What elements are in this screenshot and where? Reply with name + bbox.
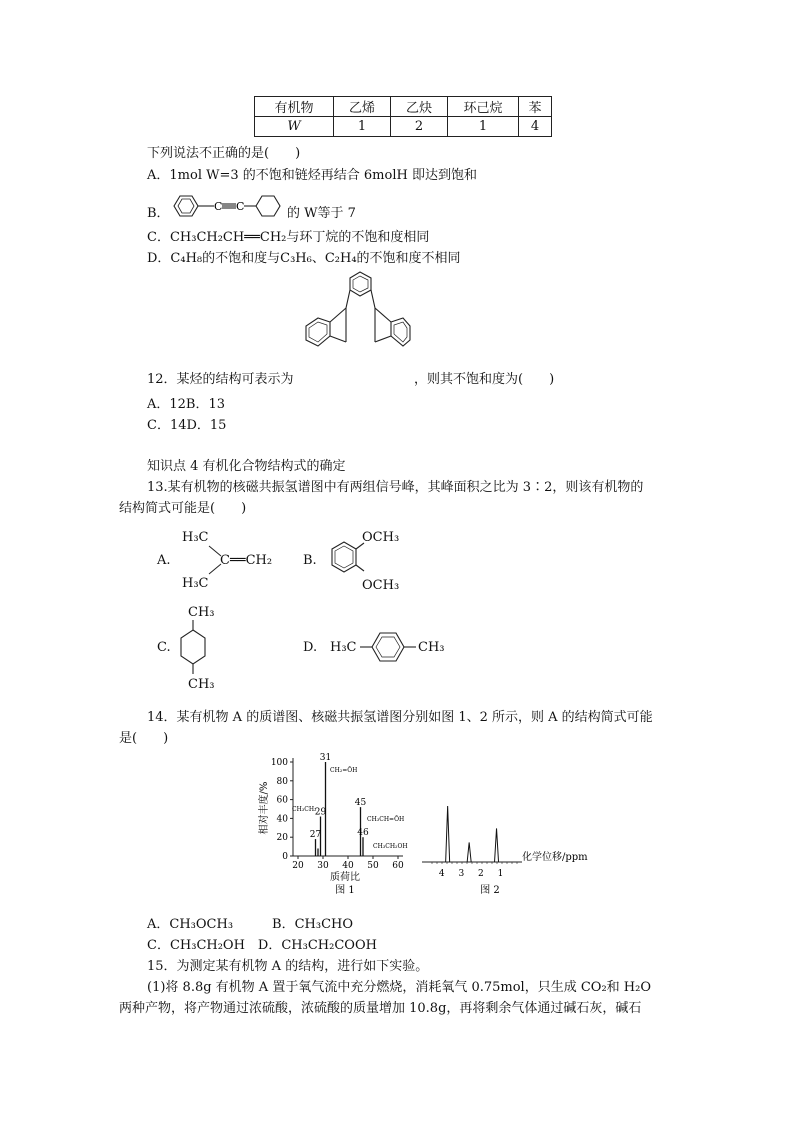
table-row <box>255 117 552 137</box>
q14-options-ab: A．CH₃OCH₃ B．CH₃CHO <box>147 917 354 932</box>
table-cell: 乙烯 <box>334 97 391 117</box>
figure1-x-tick-label: 50 <box>367 861 379 871</box>
unsaturation-table <box>254 96 552 137</box>
figure1-annotation: CH₂=ŌH <box>330 767 358 774</box>
q12-triptycene-structure <box>300 270 415 380</box>
figure2-xlabel: 化学位移/ppm <box>522 852 588 863</box>
q11-option-c: C．CH₃CH₂CH══CH₂与环丁烷的不饱和度相同 <box>147 230 430 245</box>
q15-stem-line1: 15．为测定某有机物 A 的结构，进行如下实验。 <box>147 959 429 974</box>
svg-text:C: C <box>214 200 223 213</box>
figure1-x-tick-label: 20 <box>292 861 304 871</box>
q12-stem-before: 12．某烃的结构可表示为 <box>147 372 294 387</box>
q13-option-a-label: A. <box>157 553 171 568</box>
q13-d-benzene-ring <box>358 625 418 671</box>
figure1-x-tick-label: 30 <box>317 861 329 871</box>
q13-option-b-label: B. <box>303 553 317 568</box>
q13-option-c-label: C. <box>157 640 171 655</box>
q13-d-h3c: H₃C <box>330 640 357 655</box>
q12-options-ab: A．12B．13 <box>147 397 226 412</box>
q13-d-ch3: CH₃ <box>418 640 445 655</box>
table-cell: 2 <box>391 117 448 137</box>
table-cell: 乙炔 <box>391 97 448 117</box>
figure2-x-tick-label: 1 <box>497 869 504 879</box>
table-cell: W <box>255 117 334 137</box>
q11-option-b-suffix: 的 W等于 7 <box>287 206 356 221</box>
q13-a-h3c-bottom: H₃C <box>182 576 209 591</box>
figure1-annotation: CH₃CH₂ <box>292 806 317 813</box>
table-cell: 环己烷 <box>448 97 519 117</box>
figure1-title: 图 1 <box>335 885 355 896</box>
table-cell: 有机物 <box>255 97 334 117</box>
figure1-y-tick-label: 100 <box>270 758 288 768</box>
q11-option-b-structure <box>166 186 286 226</box>
figure1-peak-label: 29 <box>314 807 327 818</box>
figure2-title: 图 2 <box>480 885 500 896</box>
figure1-y-tick-label: 20 <box>276 833 288 844</box>
figure2-x-tick-label: 2 <box>478 869 484 879</box>
figure2-x-tick-label: 3 <box>458 869 465 879</box>
figure2-x-tick-label: 4 <box>438 869 445 879</box>
figure1-xlabel: 质荷比 <box>330 872 360 883</box>
figure1-annotation: CH₃CH₂OH <box>373 843 408 850</box>
figure2-peak <box>495 828 499 862</box>
figure1-y-tick-label: 60 <box>276 795 288 806</box>
q13-c-cyclohexane-ring <box>175 618 215 678</box>
table-cell: 苯 <box>519 97 552 117</box>
figure2-peak <box>467 842 471 862</box>
q13-a-c-ch2: C══CH₂ <box>220 553 273 568</box>
q12-options-cd: C．14D．15 <box>147 418 227 433</box>
q14-stem-line2: 是( ) <box>119 731 169 746</box>
q15-stem-line3: 两种产物，将产物通过浓硫酸，浓硫酸的质量增加 10.8g，再将剩余气体通过碱石灰，碱石 <box>119 1001 642 1016</box>
figure1-annotation: CH₃CH=ŌH <box>367 816 405 823</box>
q15-stem-line2: (1)将 8.8g 有机物 A 置于氧气流中充分燃烧，消耗氧气 0.75mol，只生成 CO₂和 H₂O <box>147 980 652 995</box>
svg-text:C: C <box>236 200 245 213</box>
q13-a-h3c-top: H₃C <box>182 530 209 545</box>
q11-option-b-prefix: B． <box>147 206 170 221</box>
q13-c-ch3-top: CH₃ <box>188 605 215 620</box>
table-header-row <box>255 97 552 117</box>
figure1-mass-spectrum <box>255 748 420 898</box>
q12-stem-after: ，则其不饱和度为( ) <box>414 372 555 387</box>
table-cell: 1 <box>334 117 391 137</box>
q14-stem-line1: 14．某有机物 A 的质谱图、核磁共振氢谱图分别如图 1、2 所示，则 A 的结构简式可能 <box>147 710 653 725</box>
q14-options-cd: C．CH₃CH₂OH D．CH₃CH₂COOH <box>147 938 377 953</box>
q13-stem-line2: 结构简式可能是( ) <box>119 501 247 516</box>
q13-option-d-label: D. <box>303 640 318 655</box>
q11-option-d: D．C₄H₈的不饱和度与C₃H₆、C₂H₄的不饱和度不相同 <box>147 251 461 266</box>
figure1-x-tick-label: 60 <box>392 861 404 871</box>
figure1-y-tick-label: 80 <box>276 776 288 787</box>
figure1-peak-label: 45 <box>354 798 367 809</box>
q13-c-ch3-bottom: CH₃ <box>188 677 215 692</box>
q13-b-och3-top: OCH₃ <box>362 530 400 545</box>
q13-b-och3-bottom: OCH₃ <box>362 578 400 593</box>
table-cell: 1 <box>448 117 519 137</box>
q13-stem-line1: 13.某有机物的核磁共振氢谱图中有两组信号峰，其峰面积之比为 3∶2，则该有机物的 <box>147 480 644 495</box>
q11-option-a: A．1mol W=3 的不饱和链烃再结合 6molH 即达到饱和 <box>147 168 477 183</box>
figure1-peak-label: 27 <box>309 830 322 841</box>
figure1-y-tick-label: 0 <box>282 852 288 862</box>
section-heading: 知识点 4 有机化合物结构式的确定 <box>147 459 346 474</box>
figure1-y-tick-label: 40 <box>276 814 288 825</box>
table-cell: 4 <box>519 117 552 137</box>
figure1-peak-label: 31 <box>319 753 332 763</box>
figure1-ylabel: 相对丰度/% <box>259 781 270 835</box>
figure1-x-tick-label: 40 <box>342 861 354 871</box>
q13-a-bonds <box>205 540 225 580</box>
figure2-peak <box>446 806 450 862</box>
figure2-nmr-spectrum <box>422 800 592 900</box>
figure1-peak-label: 46 <box>357 828 369 839</box>
q11-stem: 下列说法不正确的是( ) <box>147 146 301 161</box>
